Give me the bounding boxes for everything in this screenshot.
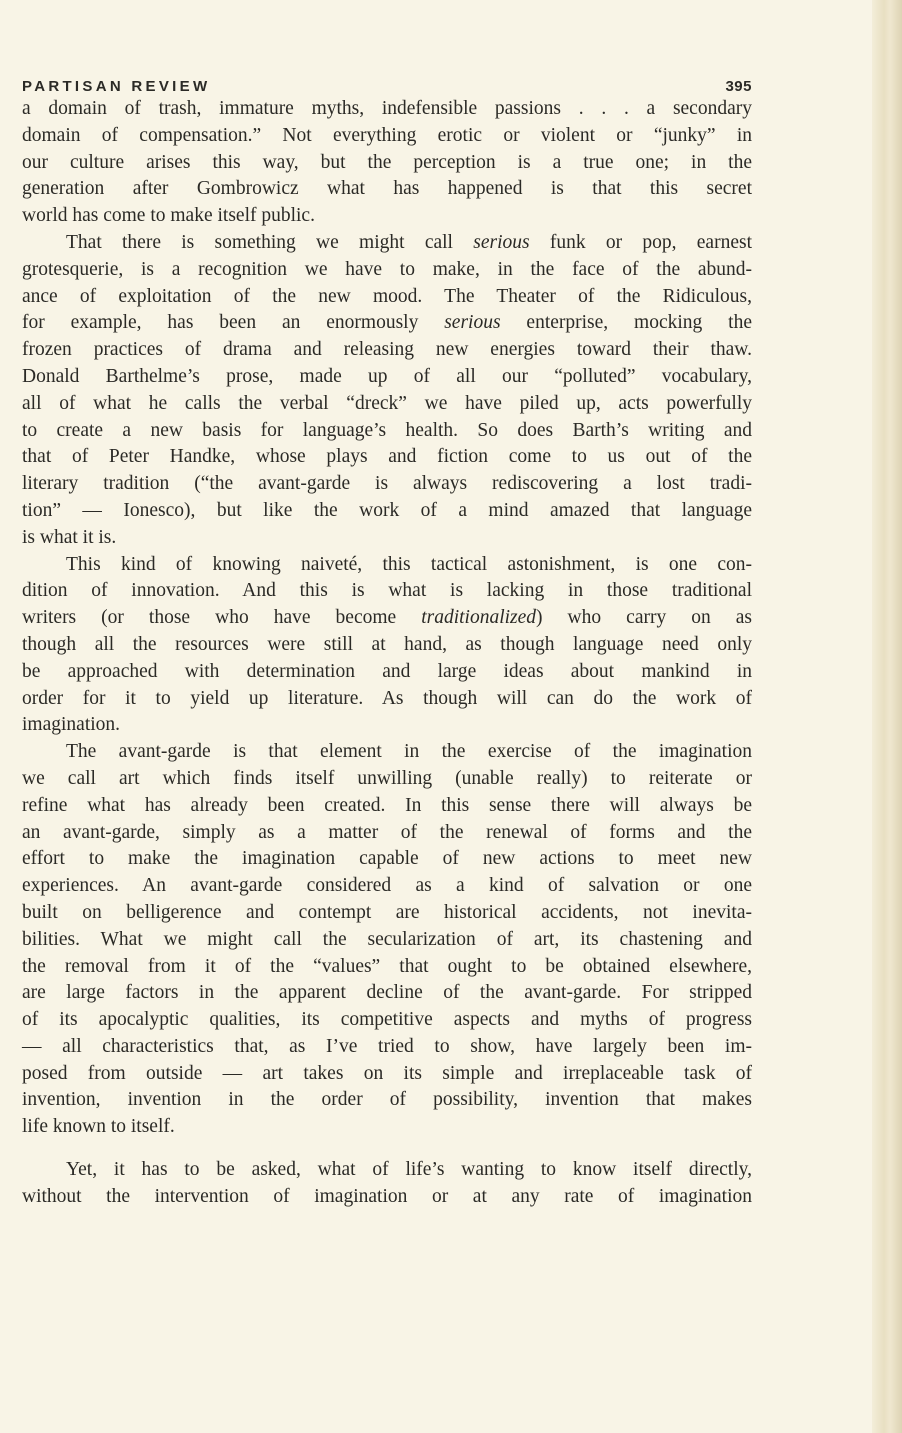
body-text bbox=[22, 96, 752, 1211]
text-line: all of what he calls the verbal “dreck” we have piled up, acts powerfully bbox=[22, 392, 752, 414]
text-line: order for it to yield up literature. As though will can do the work of bbox=[22, 687, 752, 709]
text-line: grotesquerie, is a recognition we have to make, in the face of the abund- bbox=[22, 258, 752, 280]
text-line: The avant-garde is that element in the exercise of the imagination bbox=[66, 741, 752, 763]
text-line: refine what has already been created. In this sense there will always be bbox=[22, 794, 752, 816]
text-line: domain of compensation.” Not everything erotic or violent or “junky” in bbox=[22, 124, 752, 146]
paragraph bbox=[22, 739, 752, 1141]
text-line: experiences. An avant-garde considered as a kind of salvation or one bbox=[22, 875, 752, 897]
text-line: Yet, it has to be asked, what of life’s wanting to know itself directly, bbox=[66, 1159, 752, 1181]
text-line: is what it is. bbox=[22, 526, 117, 548]
running-head: PARTISAN REVIEW bbox=[22, 78, 211, 95]
text-line: posed from outside — art takes on its simple and irreplaceable task of bbox=[22, 1062, 752, 1084]
text-line: an avant-garde, simply as a matter of the renewal of forms and the bbox=[22, 821, 752, 843]
text-line: for example, has been an enormously serious enterprise, mocking the bbox=[22, 312, 752, 334]
paragraph bbox=[22, 96, 752, 230]
text-line: a domain of trash, immature myths, indefensible passions . . . a secondary bbox=[22, 98, 752, 119]
page-number: 395 bbox=[725, 78, 752, 95]
text-line: built on belligerence and contempt are historical accidents, not inevita- bbox=[22, 901, 752, 923]
text-line: of its apocalyptic qualities, its competitive aspects and myths of progress bbox=[22, 1009, 752, 1031]
emphasis: traditionalized bbox=[421, 607, 537, 629]
text-line: — all characteristics that, as I’ve tried to show, have largely been im- bbox=[22, 1035, 752, 1057]
text-line: invention, invention in the order of possibility, invention that makes bbox=[22, 1089, 752, 1111]
paragraph bbox=[22, 230, 752, 552]
text-line: that of Peter Handke, whose plays and fiction come to us out of the bbox=[22, 446, 752, 468]
text-line: Donald Barthelme’s prose, made up of all our “polluted” vocabulary, bbox=[22, 365, 752, 387]
text-line: though all the resources were still at hand, as though language need only bbox=[22, 633, 752, 655]
emphasis: serious bbox=[444, 312, 501, 334]
text-line: generation after Gombrowicz what has happened is that this secret bbox=[22, 178, 752, 200]
text-line: the removal from it of the “values” that ought to be obtained elsewhere, bbox=[22, 955, 752, 977]
text-line: writers (or those who have become traditionalized) who carry on as bbox=[22, 607, 752, 629]
text-line: frozen practices of drama and releasing new energies toward their thaw. bbox=[22, 339, 752, 361]
text-line: life known to itself. bbox=[22, 1116, 175, 1138]
text-line: world has come to make itself public. bbox=[22, 205, 315, 227]
text-line: literary tradition (“the avant-garde is always rediscovering a lost tradi- bbox=[22, 473, 752, 495]
paragraph bbox=[22, 552, 752, 740]
text-line: That there is something we might call serious funk or pop, earnest bbox=[66, 231, 752, 253]
text-line: effort to make the imagination capable of new actions to meet new bbox=[22, 848, 752, 870]
section-break bbox=[22, 1141, 752, 1157]
text-line: to create a new basis for language’s health. So does Barth’s writing and bbox=[22, 419, 752, 441]
text-line: bilities. What we might call the secularization of art, its chastening and bbox=[22, 928, 752, 950]
paragraph bbox=[22, 1157, 752, 1211]
text-line: dition of innovation. And this is what is lacking in those traditional bbox=[22, 580, 752, 602]
text-line: we call art which finds itself unwilling (unable really) to reiterate or bbox=[22, 767, 752, 789]
text-line: are large factors in the apparent decline of the avant-garde. For stripped bbox=[22, 982, 752, 1004]
emphasis: serious bbox=[473, 231, 530, 253]
text-line: imagination. bbox=[22, 714, 121, 736]
text-line: without the intervention of imagination or at any rate of imagination bbox=[22, 1185, 752, 1207]
text-line: be approached with determination and large ideas about mankind in bbox=[22, 660, 752, 682]
text-line: our culture arises this way, but the perception is a true one; in the bbox=[22, 151, 752, 173]
page-edge bbox=[872, 0, 902, 1433]
text-line: This kind of knowing naiveté, this tactical astonishment, is one con- bbox=[66, 553, 752, 575]
text-line: tion” — Ionesco), but like the work of a mind amazed that language bbox=[22, 499, 752, 521]
text-line: ance of exploitation of the new mood. The Theater of the Ridiculous, bbox=[22, 285, 752, 307]
